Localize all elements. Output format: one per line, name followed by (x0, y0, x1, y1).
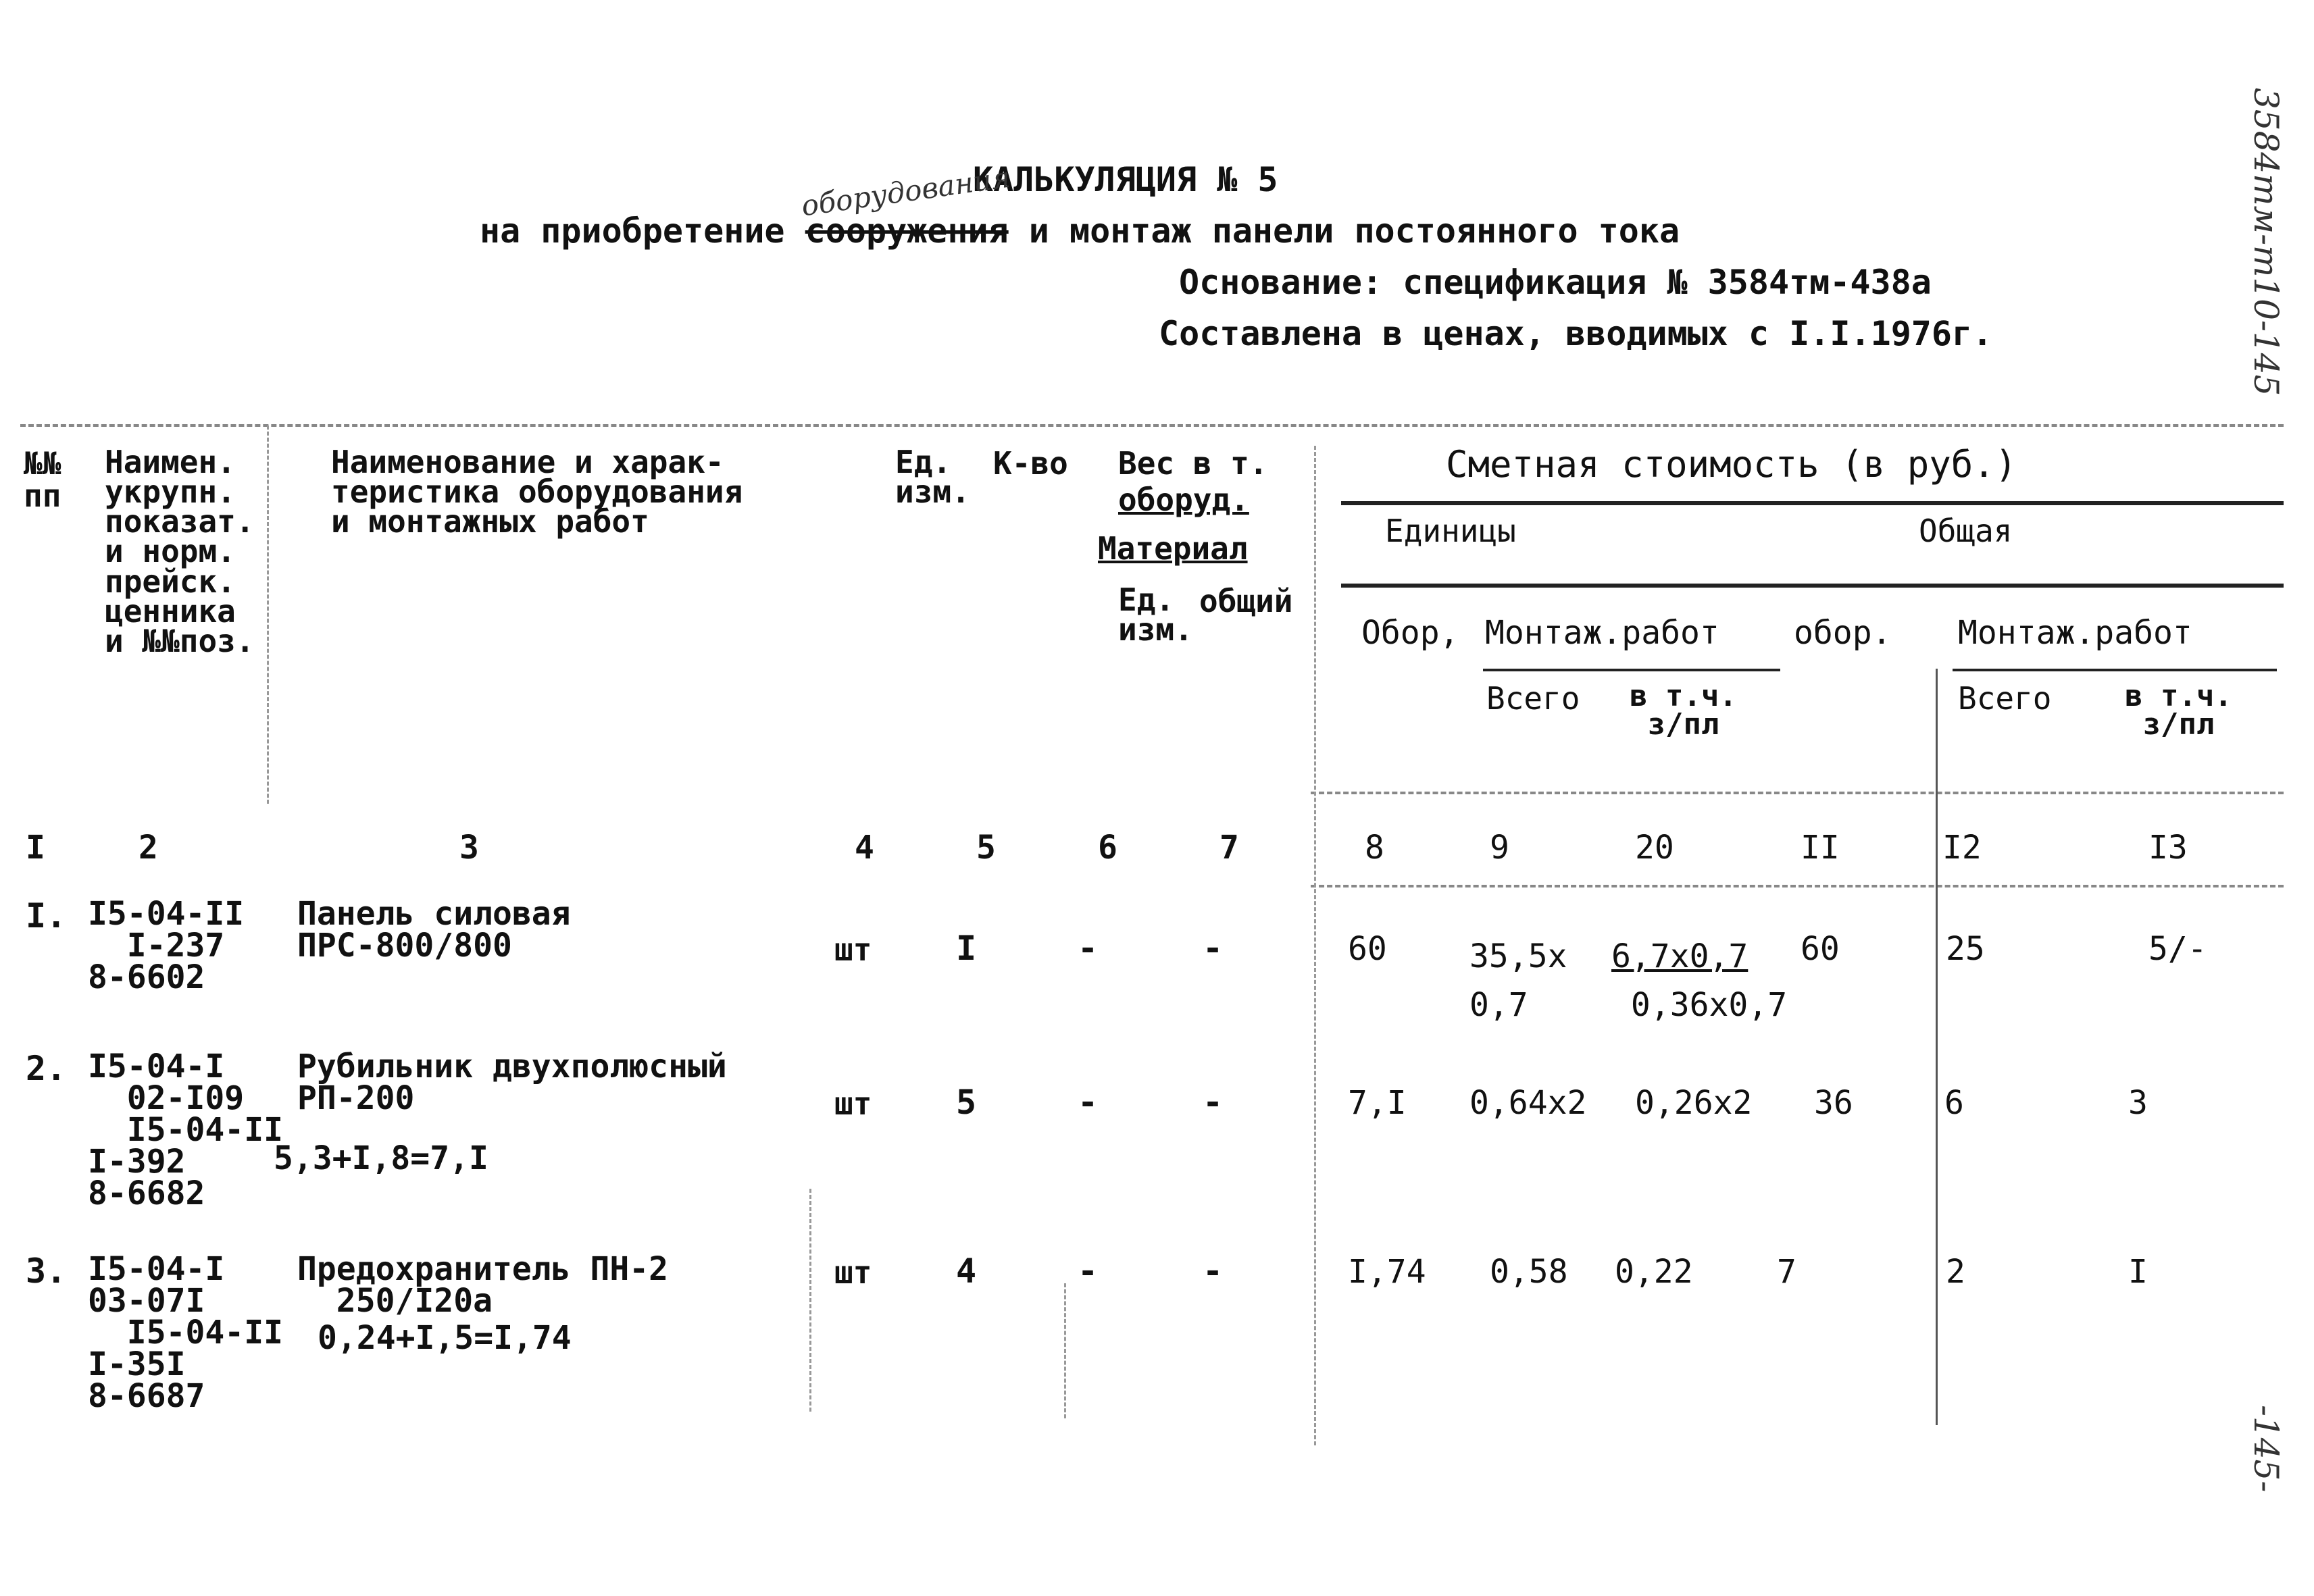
colnum-11: II (1801, 829, 1840, 867)
row-unit: шт (834, 931, 872, 968)
cost-group-header: Сметная стоимость (в руб.) (1446, 443, 2017, 486)
row-equip-unit: 60 (1348, 930, 1387, 968)
colnum-4: 4 (855, 829, 874, 867)
equip-unit-header: Обор, (1361, 614, 1459, 652)
install-total-header: Монтаж.работ (1958, 614, 2192, 652)
weight-header: Вес в т. (1118, 445, 1268, 482)
colnum-8: 8 (1365, 829, 1384, 867)
colnum-13: I3 (2148, 829, 2188, 867)
vrule-unit (809, 1189, 811, 1412)
row-weight-total: - (1203, 1252, 1224, 1291)
row-install-wage: 6,7х0,7 0,36х0,7 (1611, 937, 1788, 1024)
cost-group-rule (1341, 501, 2284, 505)
row-calc: 5,3+I,8=7,I (274, 1139, 488, 1177)
row-qty: 4 (956, 1252, 977, 1291)
row-weight-total: - (1203, 1083, 1224, 1122)
row-name: Предохранитель ПН-2 250/I20а (297, 1250, 669, 1320)
row-equip-unit: I,74 (1348, 1253, 1426, 1291)
row-install-total: 25 (1946, 930, 1985, 968)
colnum-5: 5 (976, 829, 996, 867)
margin-note-bottom: -145- (2246, 1405, 2286, 1493)
all-total-header: Всего (1958, 680, 2052, 717)
subtitle-pre: на приобретение (480, 211, 785, 251)
row-equip-total: 36 (1814, 1084, 1853, 1122)
vrule-c2 (267, 426, 269, 804)
row-install-total: 6 (1944, 1084, 1964, 1122)
row-equip-total: 60 (1801, 930, 1840, 968)
doc-title: КАЛЬКУЛЯЦИЯ № 5 (973, 160, 1278, 199)
install-unit-header: Монтаж.работ (1485, 614, 1719, 652)
row-install-all: 0,58 (1490, 1253, 1568, 1291)
unit-total-rule (1341, 584, 2284, 588)
equip-total-header: обор. (1794, 614, 1892, 652)
install-rule-total (1953, 669, 2277, 671)
row-name: Панель силовая ПРС-800/800 (297, 895, 571, 965)
row-qty: I (956, 929, 977, 968)
row-equip-unit: 7,I (1348, 1084, 1407, 1122)
col4-header: Ед. изм. (895, 444, 970, 511)
vrule-total (1936, 669, 1938, 1425)
total-header: Общая (1919, 513, 2013, 549)
colnum-2: 2 (139, 829, 158, 867)
doc-subtitle (480, 213, 1680, 249)
row-install-wage: 0,26х2 (1635, 1084, 1753, 1122)
wage-total-header: в т.ч. з/пл (2125, 679, 2232, 742)
row-codes: I5-04-II I-237 8-6602 (88, 895, 245, 997)
header-bottom-rule (1311, 792, 2284, 794)
row-weight-total: - (1203, 929, 1224, 968)
colnum-3: 3 (459, 829, 479, 867)
row-wage-total: I (2128, 1253, 2148, 1291)
row-name: Рубильник двухполюсный РП-200 (297, 1048, 727, 1118)
col5-header: К-во (993, 445, 1068, 482)
row-wage-total: 5/- (2148, 930, 2207, 968)
per-unit-header: Единицы (1385, 513, 1516, 549)
row-install-all: 35,5х 0,7 (1469, 937, 1567, 1024)
row-equip-total: 7 (1777, 1253, 1796, 1291)
row-qty: 5 (956, 1083, 977, 1122)
vrule-qty (1064, 1283, 1066, 1418)
col1-header: №№ пп (24, 445, 61, 515)
row-weight-unit: - (1078, 1252, 1099, 1291)
all-unit-header: Всего (1486, 680, 1580, 717)
handwritten-insert: оборудования (799, 160, 1013, 223)
row-unit: шт (834, 1085, 872, 1122)
colnum-6: 6 (1098, 829, 1117, 867)
colnum-1: I (26, 829, 45, 867)
wage-unit-header: в т.ч. з/пл (1630, 679, 1737, 742)
row-install-all: 0,64х2 (1469, 1084, 1587, 1122)
colnum-10: 20 (1635, 829, 1674, 867)
col2-header: Наимен. укрупн. показат. и норм. прейск. ценника и №№поз. (105, 444, 255, 659)
weight-material-header: Материал (1098, 530, 1248, 567)
row-weight-unit: - (1078, 929, 1099, 968)
row-codes: I5-04-I 03-07I I5-04-II I-35I 8-6687 (88, 1250, 283, 1416)
weight-equip-header: оборуд. (1118, 482, 1249, 518)
colnum-12: I2 (1942, 829, 1982, 867)
colnum-bottom-rule (1311, 885, 2284, 887)
subtitle-post: и монтаж панели постоянного тока (1028, 211, 1680, 251)
row-install-total: 2 (1946, 1253, 1965, 1291)
install-rule-unit (1483, 669, 1780, 671)
row-number: 2. (26, 1049, 67, 1088)
doc-basis: Основание: спецификация № 3584тм-438а (1179, 263, 1932, 302)
row-number: I. (26, 896, 67, 935)
row-unit: шт (834, 1254, 872, 1291)
vrule-cost (1314, 446, 1316, 1445)
row-install-wage: 0,22 (1615, 1253, 1693, 1291)
row-codes: I5-04-I 02-I09 I5-04-II I-392 8-6682 (88, 1048, 283, 1213)
row-weight-unit: - (1078, 1083, 1099, 1122)
table-top-rule (20, 424, 2284, 427)
weight-unit-header: Ед. изм. (1118, 582, 1193, 648)
doc-prices-date: Составлена в ценах, вводимых с I.I.1976г. (1159, 314, 1993, 353)
subtitle-struck: сооружения (805, 211, 1009, 251)
colnum-9: 9 (1490, 829, 1509, 867)
row-wage-total: 3 (2128, 1084, 2148, 1122)
row-number: 3. (26, 1252, 67, 1291)
weight-total-header: общий (1199, 583, 1293, 619)
margin-note-top: 3584тм-т10-145 (2246, 88, 2286, 396)
row-calc: 0,24+I,5=I,74 (318, 1319, 572, 1357)
colnum-7: 7 (1219, 829, 1239, 867)
col3-header: Наименование и харак- теристика оборудования и монтажных работ (331, 444, 743, 540)
